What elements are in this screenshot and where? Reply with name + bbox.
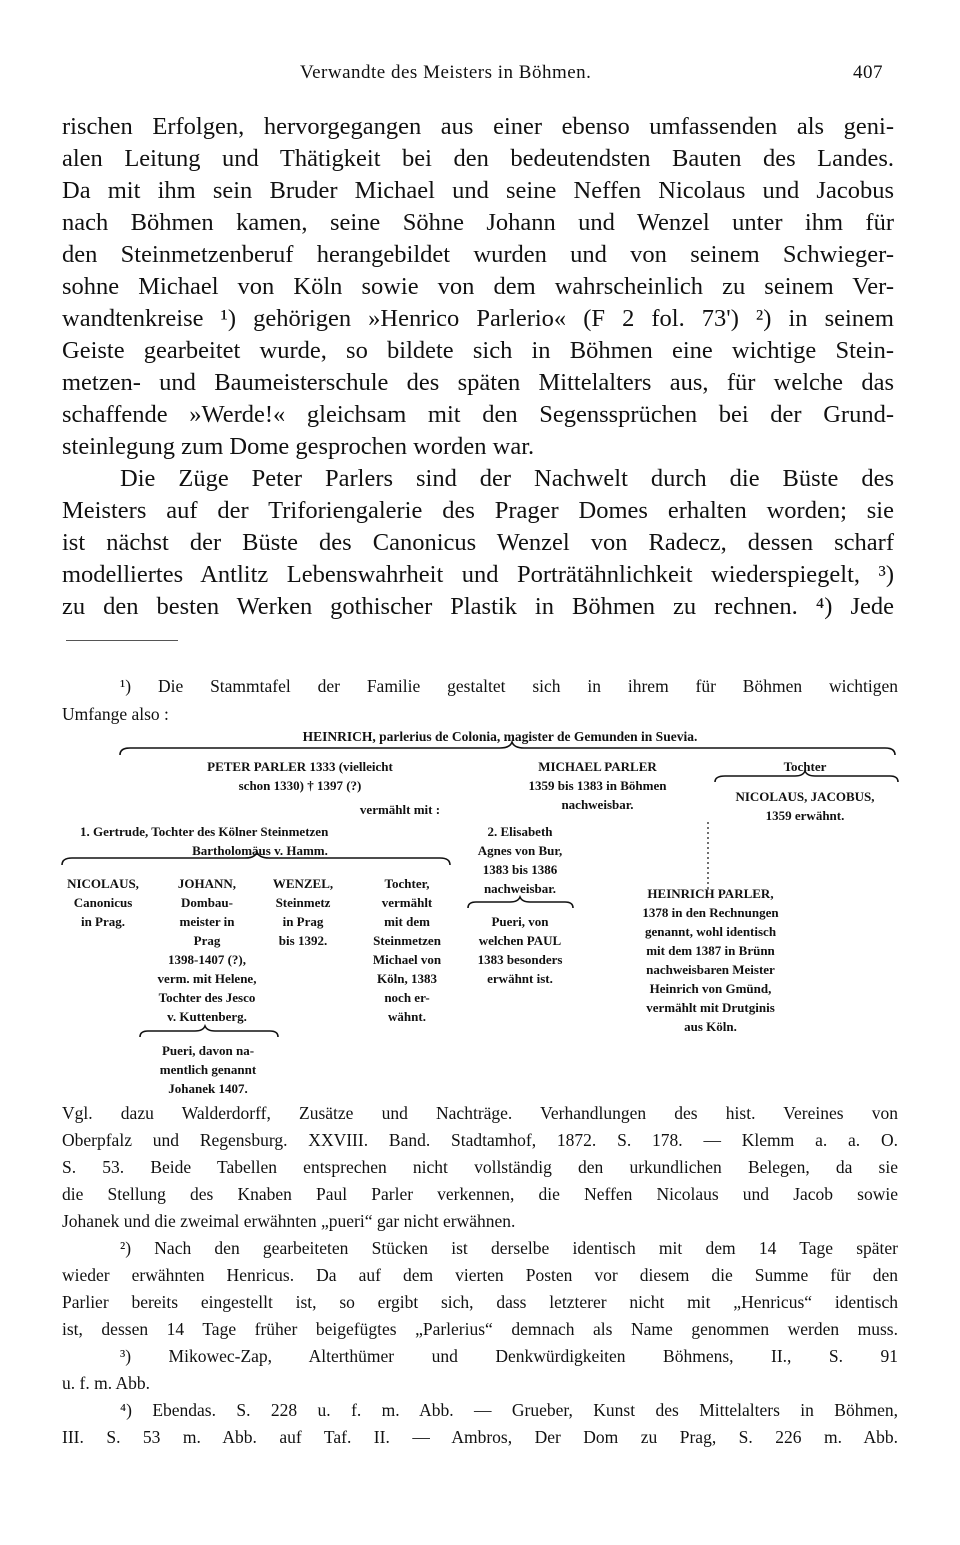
tree-text: Michael von bbox=[372, 952, 442, 967]
footnote-line: S. 53. Beide Tabellen entsprechen nicht vollständig den urkundlichen Belegen, da sie bbox=[62, 1157, 898, 1177]
tree-text: schon 1330) † 1397 (?) bbox=[238, 778, 362, 793]
tree-text: Heinrich von Gmünd, bbox=[649, 981, 772, 996]
footnote-line: III. S. 53 m. Abb. auf Taf. II. — Ambros, Der Dom zu Prag, S. 226 m. Abb. bbox=[62, 1427, 898, 1447]
tree-text: HEINRICH PARLER, bbox=[647, 886, 774, 901]
body-line: zu den besten Werken gothischer Plastik in Böhmen zu rechnen. ⁴) Jede bbox=[62, 593, 894, 620]
tree-text: v. Kuttenberg. bbox=[167, 1009, 247, 1024]
tree-text: 1383 besonders bbox=[477, 952, 563, 967]
body-line: ist nächst der Büste des Canonicus Wenzel von Radecz, dessen scharf bbox=[62, 529, 894, 556]
tree-text: Köln, 1383 bbox=[377, 971, 437, 986]
page-number: 407 bbox=[853, 62, 883, 83]
body-line: Da mit ihm sein Bruder Michael und seine Neffen Nicolaus und Jacobus bbox=[62, 177, 894, 204]
tree-text: 1383 bis 1386 bbox=[482, 862, 558, 877]
tree-wenzel bbox=[258, 874, 348, 950]
tree-text: 1. Gertrude, Tochter des Kölner Steinmetzen bbox=[80, 824, 329, 839]
footnote-line: u. f. m. Abb. bbox=[62, 1373, 150, 1393]
tree-text: vermählt mit Drutginis bbox=[646, 1000, 775, 1015]
tree-heinrich-parler bbox=[598, 884, 823, 1036]
tree-text: mit dem 1387 in Brünn bbox=[646, 943, 775, 958]
tree-text: nachweisbar. bbox=[561, 797, 634, 812]
body-line: alen Leitung und Thätigkeit bei den bedeutendsten Bauten des Landes. bbox=[62, 145, 894, 172]
footnote-line: ⁴) Ebendas. S. 228 u. f. m. Abb. — Grueber, Kunst des Mittelalters in Böhmen, bbox=[120, 1400, 898, 1420]
tree-pueri-johanek bbox=[128, 1041, 288, 1098]
tree-text: mit dem bbox=[384, 914, 430, 929]
footnote-line: ²) Nach den gearbeiteten Stücken ist derselbe identisch mit dem 14 Tage später bbox=[120, 1238, 898, 1258]
tree-text: 1359 bis 1383 in Böhmen bbox=[528, 778, 667, 793]
tree-text: welchen PAUL bbox=[478, 933, 562, 948]
tree-text: in Prag bbox=[282, 914, 324, 929]
tree-text: vermählt bbox=[381, 895, 433, 910]
tree-root: HEINRICH, parlerius de Colonia, magister de Gemunden in Suevia. bbox=[302, 729, 698, 744]
body-line: steinlegung zum Dome gesprochen worden war. bbox=[62, 433, 535, 460]
tree-text: noch er- bbox=[384, 990, 430, 1005]
body-line: den Steinmetzenberuf herangebildet wurden und von seinem Schwieger- bbox=[62, 241, 894, 268]
tree-text: Dombau- bbox=[180, 895, 233, 910]
tree-text: nachweisbaren Meister bbox=[646, 962, 775, 977]
tree-text: WENZEL, bbox=[272, 876, 334, 891]
body-line: nach Böhmen kamen, seine Söhne Johann und Wenzel unter ihm für bbox=[62, 209, 894, 236]
tree-text: nachweisbar. bbox=[483, 881, 557, 896]
footnote-line: Oberpfalz und Regensburg. XXVIII. Band. Stadtamhof, 1872. S. 178. — Klemm a. a. O. bbox=[62, 1130, 898, 1150]
tree-text: MICHAEL PARLER bbox=[538, 759, 657, 774]
footnote-line: Vgl. dazu Walderdorff, Zusätze und Nachträge. Verhandlungen des hist. Vereines von bbox=[62, 1103, 898, 1123]
tree-text: 1398-1407 (?), bbox=[168, 952, 246, 967]
tree-text: meister in bbox=[179, 914, 235, 929]
tree-tochter: Tochter bbox=[783, 759, 827, 774]
tree-text: vermählt mit : bbox=[359, 802, 441, 817]
tree-michael bbox=[485, 757, 710, 814]
body-line: metzen- und Baumeisterschule des späten Mittelalters aus, für welche das bbox=[62, 369, 894, 396]
body-line: sohne Michael von Köln sowie von dem wahrscheinlich zu seinem Ver- bbox=[62, 273, 894, 300]
tree-text: 1378 in den Rechnungen bbox=[642, 905, 779, 920]
tree-text: JOHANN, bbox=[177, 876, 237, 891]
tree-text: NICOLAUS, JACOBUS, bbox=[735, 789, 875, 804]
footnote-1-line: Umfange also : bbox=[62, 704, 169, 724]
tree-text: verm. mit Helene, bbox=[157, 971, 257, 986]
body-line: wandtenkreise ¹) gehörigen »Henrico Parlerio« (F 2 fol. 73') ²) in seinem bbox=[62, 305, 894, 332]
tree-pueri-paul bbox=[460, 912, 580, 988]
tree-text: bis 1392. bbox=[278, 933, 328, 948]
body-line: rischen Erfolgen, hervorgegangen aus einer ebenso umfassenden als geni- bbox=[62, 113, 894, 140]
tree-text: 2. Elisabeth bbox=[487, 824, 553, 839]
footnote-line: die Stellung des Knaben Paul Parler verkennen, die Neffen Nicolaus und Jacob sowie bbox=[62, 1184, 898, 1204]
running-head: Verwandte des Meisters in Böhmen. bbox=[300, 62, 592, 83]
body-line: Die Züge Peter Parlers sind der Nachwelt durch die Büste des bbox=[120, 465, 894, 492]
tree-text: Tochter, bbox=[384, 876, 430, 891]
tree-text: erwähnt ist. bbox=[487, 971, 553, 986]
tree-text: Pueri, davon na- bbox=[161, 1043, 255, 1058]
tree-text: wähnt. bbox=[388, 1009, 426, 1024]
tree-text: Tochter des Jesco bbox=[158, 990, 256, 1005]
tree-text: aus Köln. bbox=[684, 1019, 737, 1034]
body-line: modelliertes Antlitz Lebenswahrheit und Porträtähnlichkeit wiederspiegelt, ³) bbox=[62, 561, 894, 588]
footnote-line: wieder erwähnten Henricus. Da auf dem vierten Posten vor diesem die Summe für den bbox=[62, 1265, 898, 1285]
tree-text: PETER PARLER 1333 (vielleicht bbox=[207, 759, 393, 774]
footnote-line: Parlier bereits eingestellt ist, so ergibt sich, dass letzterer nicht mit „Henricus“ identisch bbox=[62, 1292, 898, 1312]
body-line: Meisters auf der Triforiengalerie des Prager Domes erhalten worden; sie bbox=[62, 497, 894, 524]
tree-text: Prag bbox=[193, 933, 221, 948]
tree-tochter-michael bbox=[352, 874, 462, 1026]
tree-elisabeth bbox=[450, 822, 590, 898]
tree-text: Agnes von Bur, bbox=[477, 843, 563, 858]
tree-text: Steinmetzen bbox=[373, 933, 441, 948]
tree-peter bbox=[150, 757, 450, 795]
tree-nicolaus-jacobus bbox=[705, 787, 905, 825]
tree-text: Bartholomäus v. Hamm. bbox=[192, 843, 328, 858]
footnote-1-line: ¹) Die Stammtafel der Familie gestaltet sich in ihrem für Böhmen wichtigen bbox=[120, 676, 898, 696]
tree-text: genannt, wohl identisch bbox=[644, 924, 777, 939]
body-line: schaffende »Werde!« gleichsam mit den Segenssprüchen bei der Grund- bbox=[62, 401, 894, 428]
tree-text: Canonicus bbox=[73, 895, 133, 910]
footnote-line: ist, dessen 14 Tage früher beigefügtes „Parlerius“ demnach als Name genommen werden muss. bbox=[62, 1319, 898, 1339]
body-line: Geiste gearbeitet wurde, so bildete sich in Böhmen eine wichtige Stein- bbox=[62, 337, 894, 364]
tree-text: Johanek 1407. bbox=[168, 1081, 248, 1096]
tree-text: in Prag. bbox=[80, 914, 126, 929]
tree-text: Steinmetz bbox=[275, 895, 331, 910]
footnote-line: ³) Mikowec-Zap, Alterthümer und Denkwürdigkeiten Böhmens, II., S. 91 bbox=[120, 1346, 898, 1366]
tree-text: Pueri, von bbox=[491, 914, 549, 929]
footnote-separator bbox=[66, 640, 178, 641]
tree-text: NICOLAUS, bbox=[67, 876, 139, 891]
footnote-line: Johanek und die zweimal erwähnten „pueri“ gar nicht erwähnen. bbox=[62, 1211, 516, 1231]
tree-text: mentlich genannt bbox=[159, 1062, 257, 1077]
tree-text: 1359 erwähnt. bbox=[765, 808, 845, 823]
